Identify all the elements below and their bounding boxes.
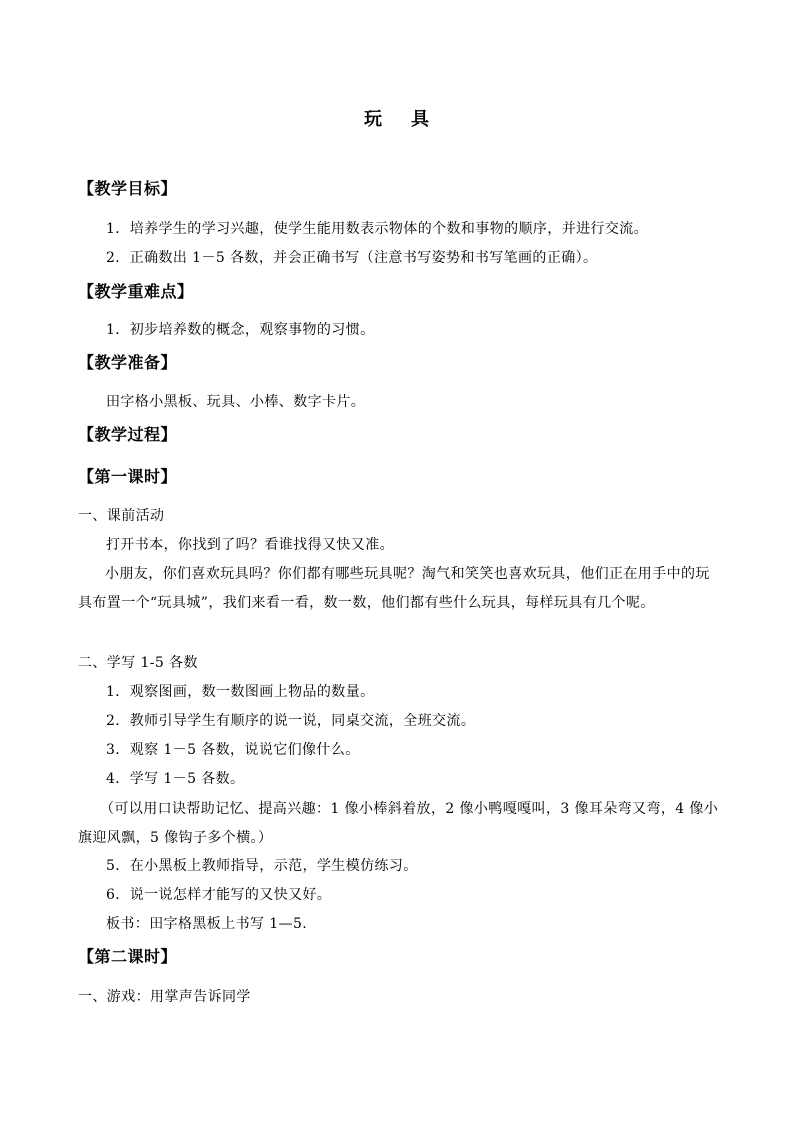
lesson1-part1-para2: 小朋友，你们喜欢玩具吗？你们都有哪些玩具呢？淘气和笑笑也喜欢玩具，他们正在用手中的玩具布置一个“玩具城”，我们来看一看，数一数，他们都有些什么玩具，每样玩具有几个呢。 <box>78 566 710 611</box>
lesson1-part1-para1: 打开书本，你找到了吗？看谁找得又快又准。 <box>106 537 394 553</box>
lesson1-rhyme: （可以用口诀帮助记忆、提高兴趣：1 像小棒斜着放，2 像小鸭嘎嘎叫，3 像耳朵弯又弯，4 像小旗迎风飘，5 像钩子多个横。） <box>78 801 719 846</box>
heading-preparation: 【教学准备】 <box>78 353 178 372</box>
heading-key-points: 【教学重难点】 <box>78 282 194 301</box>
document-title <box>0 105 794 131</box>
lesson1-step-6: 6．说一说怎样才能写的又快又好。 <box>106 887 332 903</box>
preparation-text: 田字格小黑板、玩具、小棒、数字卡片。 <box>106 394 366 410</box>
lesson1-step-3: 3．观察 1－5 各数，说说它们像什么。 <box>106 742 360 758</box>
lesson1-step-1: 1．观察图画，数一数图画上物品的数量。 <box>106 684 375 700</box>
lesson1-part2-label: 二、学写 1-5 各数 <box>78 655 198 671</box>
objective-item-1: 1．培养学生的学习兴趣，使学生能用数表示物体的个数和事物的顺序，并进行交流。 <box>106 221 649 237</box>
lesson2-part1-label: 一、游戏：用掌声告诉同学 <box>78 989 251 1005</box>
heading-lesson-1: 【第一课时】 <box>78 467 178 486</box>
title-char-1: 玩 <box>364 109 383 130</box>
heading-process: 【教学过程】 <box>78 425 178 444</box>
lesson1-board-note: 板书：田字格黑板上书写 1—5. <box>106 916 308 932</box>
title-char-2: 具 <box>411 109 430 130</box>
key-point-item-1: 1．初步培养数的概念，观察事物的习惯。 <box>106 322 375 338</box>
lesson1-part1-label: 一、课前活动 <box>78 508 165 524</box>
lesson1-step-4: 4．学写 1－5 各数。 <box>106 771 245 787</box>
lesson1-step-5: 5．在小黑板上教师指导，示范，学生模仿练习。 <box>106 858 418 874</box>
lesson1-step-2: 2．教师引导学生有顺序的说一说，同桌交流，全班交流。 <box>106 713 476 729</box>
heading-objectives: 【教学目标】 <box>78 179 178 198</box>
objective-item-2: 2．正确数出 1－5 各数，并会正确书写（注意书写姿势和书写笔画的正确）。 <box>106 250 598 266</box>
heading-lesson-2: 【第二课时】 <box>78 947 178 966</box>
